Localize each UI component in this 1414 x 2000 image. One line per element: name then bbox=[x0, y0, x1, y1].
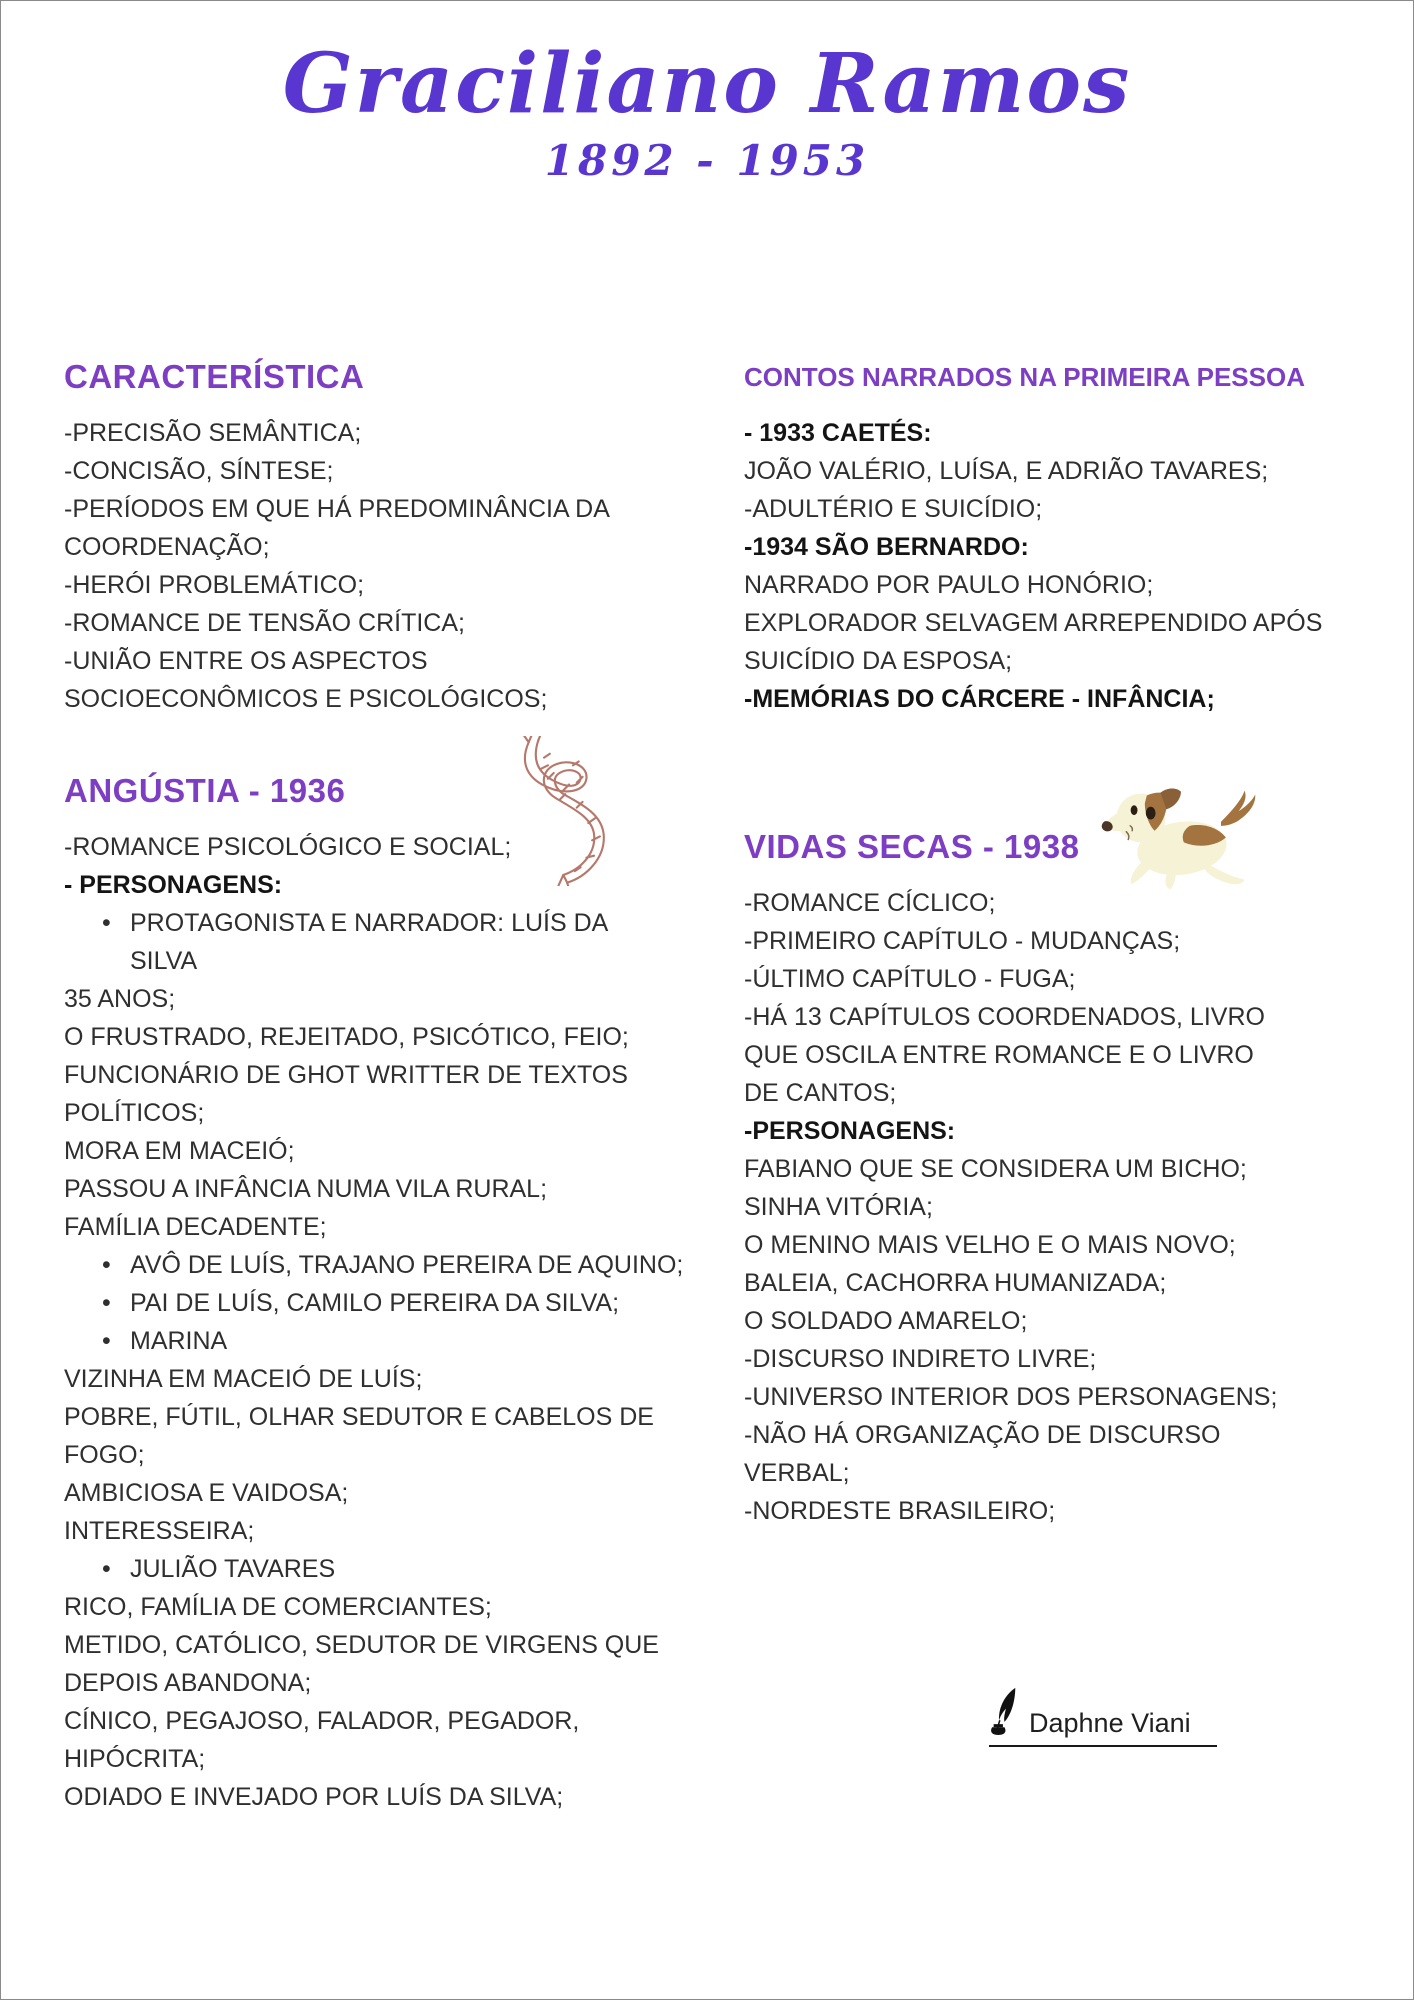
author-signature bbox=[989, 1682, 1217, 1747]
text-line: MORA EM MACEIÓ; bbox=[64, 1136, 295, 1165]
left-column bbox=[64, 356, 684, 1816]
text-line: NARRADO POR PAULO HONÓRIO; bbox=[744, 570, 1154, 599]
text-line: -MEMÓRIAS DO CÁRCERE - INFÂNCIA; bbox=[744, 684, 1215, 713]
text-line: VIZINHA EM MACEIÓ DE LUÍS; bbox=[64, 1364, 423, 1393]
section-contos bbox=[744, 356, 1362, 718]
text-line: SOCIOECONÔMICOS E PSICOLÓGICOS; bbox=[64, 684, 548, 713]
text-line: • PAI DE LUÍS, CAMILO PEREIRA DA SILVA; bbox=[64, 1284, 642, 1322]
page-title: Graciliano Ramos bbox=[282, 36, 1132, 132]
text-line: HIPÓCRITA; bbox=[64, 1744, 206, 1773]
section-vidas-secas bbox=[744, 826, 1362, 1747]
page-subtitle: 1892 - 1953 bbox=[544, 136, 870, 186]
text-line: -ROMANCE PSICOLÓGICO E SOCIAL; bbox=[64, 832, 512, 861]
text-line: -ROMANCE CÍCLICO; bbox=[744, 888, 996, 917]
section-heading-contos: CONTOS NARRADOS NA PRIMEIRA PESSOA bbox=[744, 361, 1305, 392]
section-heading-vidas-secas: VIDAS SECAS - 1938 bbox=[744, 827, 1080, 865]
text-line: - 1933 CAETÉS: bbox=[744, 418, 932, 447]
text-line: COORDENAÇÃO; bbox=[64, 532, 270, 561]
text-line: • MARINA bbox=[64, 1322, 642, 1360]
right-column bbox=[744, 356, 1362, 1747]
text-line: VERBAL; bbox=[744, 1458, 850, 1487]
text-line: -DISCURSO INDIRETO LIVRE; bbox=[744, 1344, 1097, 1373]
text-line: -PERSONAGENS: bbox=[744, 1116, 956, 1145]
text-line: - PERSONAGENS: bbox=[64, 870, 283, 899]
text-line: ODIADO E INVEJADO POR LUÍS DA SILVA; bbox=[64, 1782, 564, 1811]
title-block bbox=[1, 1, 1413, 188]
text-line: -HERÓI PROBLEMÁTICO; bbox=[64, 570, 365, 599]
quill-inkwell-icon bbox=[989, 1682, 1023, 1740]
text-line: SILVA bbox=[130, 946, 198, 975]
text-line: JOÃO VALÉRIO, LUÍSA, E ADRIÃO TAVARES; bbox=[744, 456, 1269, 485]
text-line: EXPLORADOR SELVAGEM ARREPENDIDO APÓS bbox=[744, 608, 1323, 637]
text-line: POBRE, FÚTIL, OLHAR SEDUTOR E CABELOS DE bbox=[64, 1402, 654, 1431]
text-line: -1934 SÃO BERNARDO: bbox=[744, 532, 1029, 561]
text-line: FABIANO QUE SE CONSIDERA UM BICHO; bbox=[744, 1154, 1247, 1183]
two-column-layout bbox=[1, 356, 1413, 1816]
text-line: POLÍTICOS; bbox=[64, 1098, 205, 1127]
text-line: -UNIÃO ENTRE OS ASPECTOS bbox=[64, 646, 428, 675]
text-line: -UNIVERSO INTERIOR DOS PERSONAGENS; bbox=[744, 1382, 1278, 1411]
signature-name: Daphne Viani bbox=[1029, 1707, 1191, 1738]
text-line: QUE OSCILA ENTRE ROMANCE E O LIVRO bbox=[744, 1040, 1254, 1069]
text-line: DEPOIS ABANDONA; bbox=[64, 1668, 312, 1697]
section-heading-caracteristica: CARACTERÍSTICA bbox=[64, 357, 365, 395]
text-line: INTERESSEIRA; bbox=[64, 1516, 255, 1545]
text-line: O MENINO MAIS VELHO E O MAIS NOVO; bbox=[744, 1230, 1236, 1259]
rope-knot-illustration bbox=[496, 736, 621, 886]
contos-lines bbox=[744, 414, 1362, 718]
text-line: -PERÍODOS EM QUE HÁ PREDOMINÂNCIA DA bbox=[64, 494, 610, 523]
text-line: -ADULTÉRIO E SUICÍDIO; bbox=[744, 494, 1043, 523]
text-line: FAMÍLIA DECADENTE; bbox=[64, 1212, 327, 1241]
caracteristica-lines bbox=[64, 414, 642, 718]
text-line: -ÚLTIMO CAPÍTULO - FUGA; bbox=[744, 964, 1076, 993]
text-line: SUICÍDIO DA ESPOSA; bbox=[744, 646, 1013, 675]
text-line: METIDO, CATÓLICO, SEDUTOR DE VIRGENS QUE bbox=[64, 1630, 659, 1659]
text-line: • PROTAGONISTA E NARRADOR: LUÍS DA bbox=[64, 904, 642, 942]
vidas-secas-lines bbox=[744, 884, 1362, 1530]
angustia-lines bbox=[64, 828, 684, 1816]
text-line: -CONCISÃO, SÍNTESE; bbox=[64, 456, 334, 485]
section-angustia bbox=[64, 770, 684, 1816]
text-line: CÍNICO, PEGAJOSO, FALADOR, PEGADOR, bbox=[64, 1706, 580, 1735]
text-line: -ROMANCE DE TENSÃO CRÍTICA; bbox=[64, 608, 465, 637]
section-heading-angustia: ANGÚSTIA - 1936 bbox=[64, 771, 346, 809]
text-line: -NORDESTE BRASILEIRO; bbox=[744, 1496, 1056, 1525]
text-line: • JULIÃO TAVARES bbox=[64, 1550, 642, 1588]
running-dog-illustration bbox=[1096, 782, 1262, 896]
text-line: -PRECISÃO SEMÂNTICA; bbox=[64, 418, 362, 447]
text-line: DE CANTOS; bbox=[744, 1078, 897, 1107]
text-line: FOGO; bbox=[64, 1440, 145, 1469]
text-line: FUNCIONÁRIO DE GHOT WRITTER DE TEXTOS bbox=[64, 1060, 628, 1089]
text-line: SINHA VITÓRIA; bbox=[744, 1192, 933, 1221]
text-line: 35 ANOS; bbox=[64, 984, 176, 1013]
section-caracteristica bbox=[64, 356, 642, 718]
text-line: -HÁ 13 CAPÍTULOS COORDENADOS, LIVRO bbox=[744, 1002, 1265, 1031]
text-line: AMBICIOSA E VAIDOSA; bbox=[64, 1478, 349, 1507]
text-line: PASSOU A INFÂNCIA NUMA VILA RURAL; bbox=[64, 1174, 548, 1203]
text-line: -PRIMEIRO CAPÍTULO - MUDANÇAS; bbox=[744, 926, 1181, 955]
text-line: • AVÔ DE LUÍS, TRAJANO PEREIRA DE AQUINO; bbox=[64, 1246, 642, 1284]
text-line: BALEIA, CACHORRA HUMANIZADA; bbox=[744, 1268, 1167, 1297]
text-line: O FRUSTRADO, REJEITADO, PSICÓTICO, FEIO; bbox=[64, 1022, 629, 1051]
text-line: -NÃO HÁ ORGANIZAÇÃO DE DISCURSO bbox=[744, 1420, 1221, 1449]
text-line: O SOLDADO AMARELO; bbox=[744, 1306, 1028, 1335]
text-line: RICO, FAMÍLIA DE COMERCIANTES; bbox=[64, 1592, 492, 1621]
